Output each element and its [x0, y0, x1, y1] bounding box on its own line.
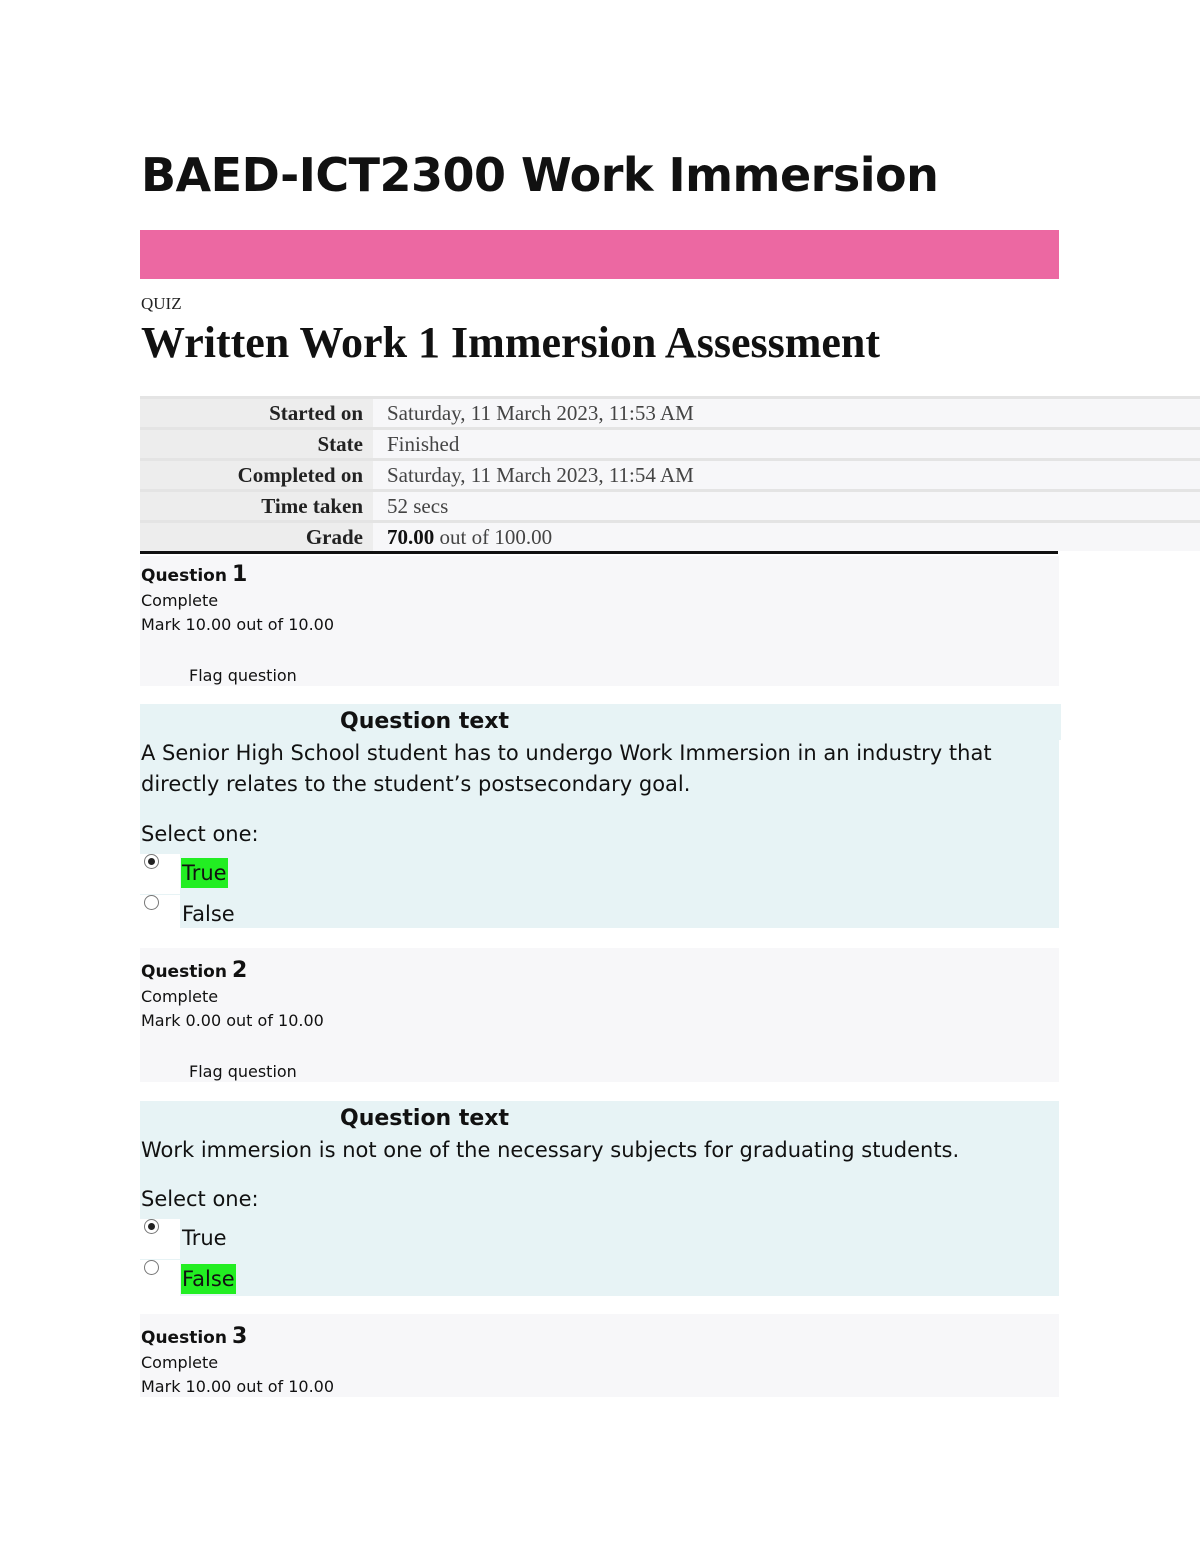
question-mark: Mark 10.00 out of 10.00 — [141, 1377, 335, 1396]
state-value: Finished — [373, 430, 1200, 458]
answer-label: False — [182, 902, 235, 926]
grade-out-of: out of 100.00 — [439, 525, 553, 549]
question-1-content — [140, 704, 1059, 928]
started-on-label: Started on — [140, 399, 373, 427]
question-2-content — [140, 1101, 1059, 1296]
question-number-value: 1 — [231, 562, 248, 587]
summary-divider — [140, 551, 1058, 554]
question-1-info — [140, 556, 1059, 686]
time-taken-value: 52 secs — [373, 492, 1200, 520]
radio-button[interactable] — [144, 1260, 159, 1275]
completed-on-label: Completed on — [140, 461, 373, 489]
flag-question-link[interactable]: Flag question — [189, 1062, 297, 1081]
flag-question-link[interactable]: Flag question — [189, 666, 297, 685]
question-state: Complete — [141, 1353, 219, 1372]
question-2-info — [140, 948, 1059, 1082]
attempt-summary-table — [140, 396, 1200, 554]
question-number-value: 3 — [231, 1324, 248, 1349]
answer-option-true[interactable] — [140, 854, 1059, 894]
question-mark: Mark 10.00 out of 10.00 — [141, 615, 335, 634]
question-text-heading: Question text — [340, 1106, 510, 1131]
summary-row-state — [140, 427, 1200, 458]
question-label: Question — [141, 566, 227, 586]
radio-button[interactable] — [144, 895, 159, 910]
question-mark: Mark 0.00 out of 10.00 — [141, 1011, 324, 1030]
question-text: Work immersion is not one of the necessary subjects for graduating students. — [141, 1138, 960, 1162]
question-number — [141, 958, 247, 983]
answer-option-true[interactable] — [140, 1219, 1059, 1259]
answer-label: False — [181, 1264, 236, 1294]
answer-label: True — [181, 858, 228, 888]
question-text: A Senior High School student has to undergo Work Immersion in an industry that directly relates to the student’s postsecondary goal. — [141, 741, 992, 796]
question-label: Question — [141, 1328, 227, 1348]
radio-button[interactable] — [144, 854, 159, 869]
summary-row-started — [140, 396, 1200, 427]
answer-option-false[interactable] — [140, 1260, 1059, 1300]
grade-label: Grade — [140, 523, 373, 551]
select-one-label: Select one: — [141, 1187, 259, 1211]
summary-row-completed — [140, 458, 1200, 489]
grade-value — [373, 523, 1200, 551]
question-number-value: 2 — [231, 958, 248, 983]
summary-row-grade — [140, 520, 1200, 551]
state-label: State — [140, 430, 373, 458]
answer-option-false[interactable] — [140, 895, 1059, 935]
quiz-title: Written Work 1 Immersion Assessment — [141, 318, 881, 367]
question-text-heading: Question text — [340, 704, 1061, 740]
answer-label: True — [182, 1226, 227, 1250]
quiz-type-label: QUIZ — [141, 294, 182, 313]
course-banner — [140, 230, 1059, 279]
started-on-value: Saturday, 11 March 2023, 11:53 AM — [373, 399, 1200, 427]
radio-button[interactable] — [144, 1219, 159, 1234]
question-number — [141, 1324, 247, 1349]
question-label: Question — [141, 962, 227, 982]
course-title: BAED-ICT2300 Work Immersion — [141, 148, 939, 202]
select-one-label: Select one: — [141, 822, 259, 846]
completed-on-value: Saturday, 11 March 2023, 11:54 AM — [373, 461, 1200, 489]
grade-score: 70.00 — [387, 525, 435, 549]
question-state: Complete — [141, 987, 219, 1006]
summary-row-time — [140, 489, 1200, 520]
question-number — [141, 562, 247, 587]
question-3-info — [140, 1314, 1059, 1397]
time-taken-label: Time taken — [140, 492, 373, 520]
question-state: Complete — [141, 591, 219, 610]
